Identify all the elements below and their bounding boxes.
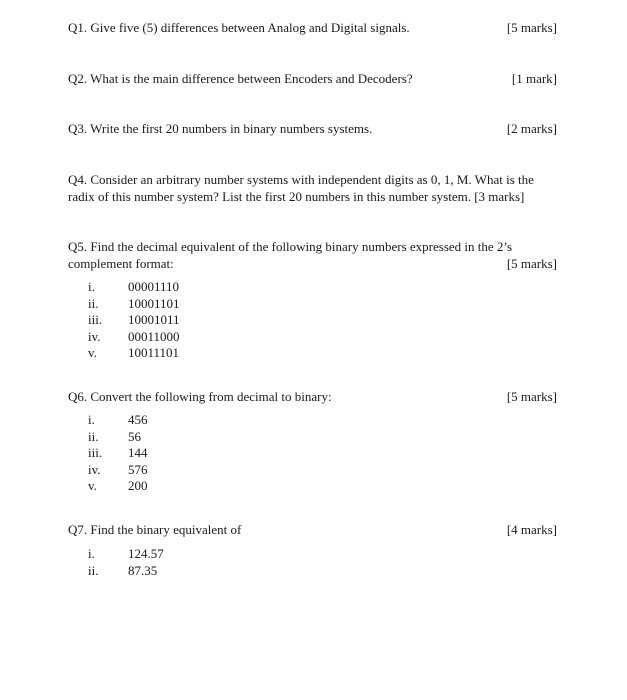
item-value: 00011000 (128, 328, 180, 344)
question-7-text: Q7. Find the binary equivalent of (68, 522, 242, 537)
question-3 (68, 120, 557, 137)
question-5 (68, 238, 557, 272)
item-value: 144 (128, 445, 148, 461)
question-7-list (88, 546, 164, 579)
item-value: 56 (128, 428, 141, 444)
item-value: 456 (128, 412, 148, 427)
item-number: ii. (88, 428, 99, 444)
question-6-marks: [5 marks] (506, 389, 557, 404)
list-item (88, 445, 148, 462)
list-item (88, 345, 180, 362)
list-item (88, 478, 148, 495)
question-5-marks: [5 marks] (506, 256, 557, 271)
list-item (88, 296, 180, 313)
question-2-marks: [1 mark] (511, 71, 557, 86)
item-value: 576 (128, 461, 148, 477)
list-item (88, 462, 148, 479)
question-1-text: Q1. Give five (5) differences between Analog and Digital signals. (68, 20, 410, 35)
question-4 (68, 171, 557, 205)
item-number: i. (88, 412, 95, 427)
item-number: i. (88, 279, 95, 294)
item-number: ii. (88, 295, 99, 311)
list-item (88, 563, 164, 580)
question-3-marks: [2 marks] (506, 121, 557, 136)
question-2-text: Q2. What is the main difference between Encoders and Decoders? (68, 71, 413, 86)
list-item (88, 412, 148, 429)
question-6-text: Q6. Convert the following from decimal to binary: (68, 389, 332, 404)
item-value: 00001110 (128, 279, 180, 294)
item-value: 87.35 (128, 562, 158, 578)
question-5-line-2: complement format: (68, 256, 174, 271)
item-number: v. (88, 345, 97, 361)
question-1 (68, 19, 557, 36)
list-item (88, 429, 148, 446)
question-7 (68, 521, 557, 538)
question-4-line-1: Q4. Consider an arbitrary number systems with independent digits as 0, 1, M. What is the (68, 172, 534, 187)
item-value: 200 (128, 478, 148, 494)
item-value: 10001101 (128, 295, 180, 311)
item-number: iv. (88, 461, 101, 477)
question-2 (68, 70, 557, 87)
list-item (88, 312, 180, 329)
item-value: 124.57 (128, 546, 164, 561)
item-number: v. (88, 478, 97, 494)
question-6-list (88, 412, 148, 495)
item-value: 10011101 (128, 345, 180, 361)
item-number: ii. (88, 562, 99, 578)
list-item (88, 279, 180, 296)
question-4-line-2: radix of this number system? List the first 20 numbers in this number system. [3 marks] (68, 189, 525, 204)
question-6 (68, 388, 557, 405)
list-item (88, 329, 180, 346)
list-item (88, 546, 164, 563)
question-3-text: Q3. Write the first 20 numbers in binary numbers systems. (68, 121, 373, 136)
item-number: i. (88, 546, 95, 561)
item-number: iii. (88, 312, 103, 328)
question-7-marks: [4 marks] (506, 522, 557, 537)
item-value: 10001011 (128, 312, 180, 328)
question-5-line-1: Q5. Find the decimal equivalent of the following binary numbers expressed in the 2’s (68, 239, 513, 254)
item-number: iv. (88, 328, 101, 344)
question-5-list (88, 279, 180, 362)
item-number: iii. (88, 445, 103, 461)
question-1-marks: [5 marks] (506, 20, 557, 35)
